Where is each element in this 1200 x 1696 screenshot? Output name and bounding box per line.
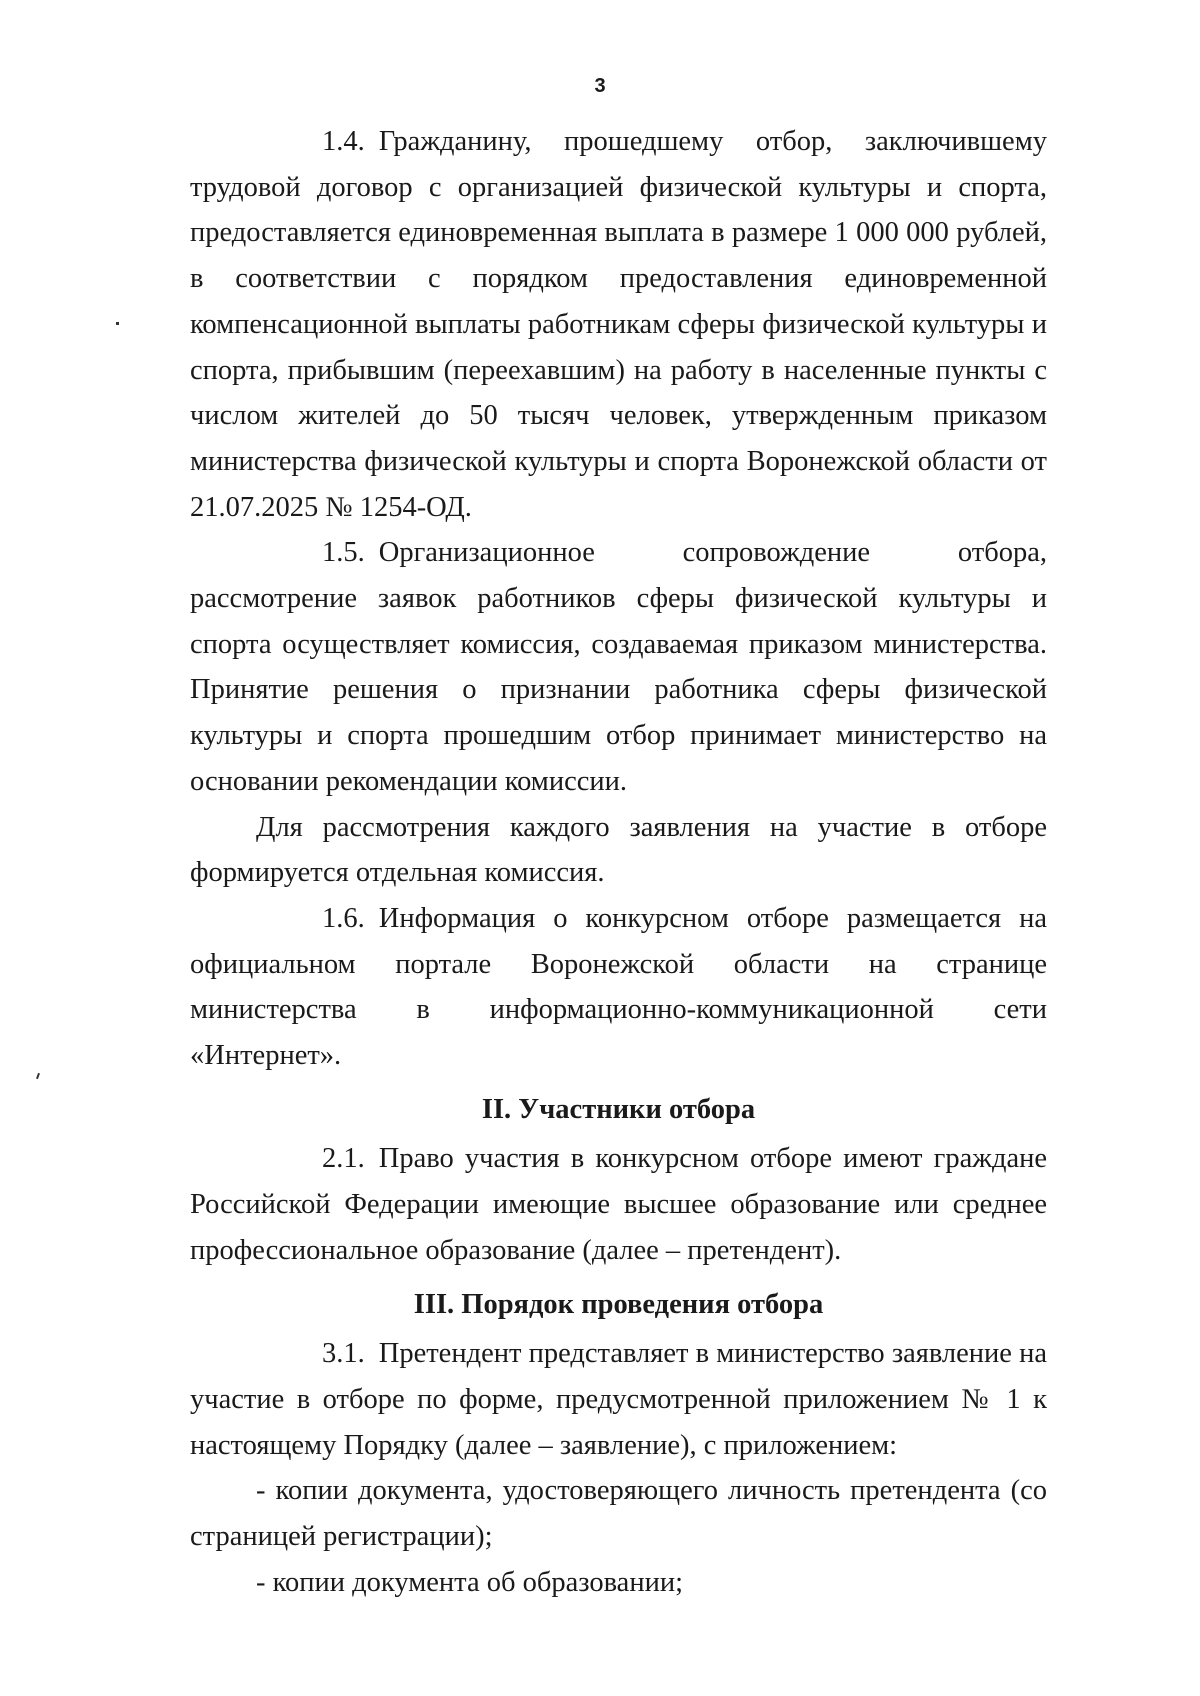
section-3-heading: III. Порядок проведения отбора [413, 1288, 824, 1320]
clause-text: Для рассмотрения каждого заявления на участие в отборе формируется отдельная комиссия. [190, 811, 1047, 889]
clause-text: Право участия в конкурсном отборе имеют граждане Российской Федерации имеющие высшее образование или среднее профессиональное образование (далее – претендент). [190, 1143, 1047, 1266]
clause-number: 1.5. [322, 537, 365, 569]
clause-number: 1.6. [322, 902, 365, 934]
paragraph-1-5 [190, 530, 1047, 804]
document-body [190, 119, 1047, 1606]
clause-number: 3.1. [322, 1338, 365, 1370]
paragraph-1-4 [190, 119, 1047, 530]
page-number: 3 [594, 75, 606, 97]
clause-text: Информация о конкурсном отборе размещается на официальном портале Воронежской области на странице министерства в информационно-коммуникационной сети «Интернет». [190, 902, 1047, 1072]
clause-text: Организационное сопровождение отбора, рассмотрение заявок работников сферы физической культуры и спорта осуществляет комиссия, создаваемая приказом министерства. Принятие решения о признании работника сферы физической культуры и спорта прошедшим отбор принимает министерство на основании рекомендации комиссии. [190, 537, 1047, 797]
paragraph-2-1 [190, 1136, 1047, 1273]
clause-number: 2.1. [322, 1143, 365, 1175]
scan-speck [36, 1073, 40, 1079]
clause-text: - копии документа, удостоверяющего личность претендента (со страницей регистрации); [190, 1475, 1047, 1553]
scan-speck [116, 322, 119, 325]
section-2-heading: II. Участники отбора [481, 1093, 756, 1125]
clause-number: 1.4. [322, 126, 365, 157]
list-item-education-document [190, 1560, 1047, 1606]
clause-text: - копии документа об образовании; [256, 1566, 683, 1598]
paragraph-3-1 [190, 1331, 1047, 1468]
clause-text: Гражданину, прошедшему отбор, заключившему трудовой договор с организацией физической культуры и спорта, предоставляется единовременная выплата в размере 1 000 000 рублей, в соответствии с порядком предоставления единовременной компенсационной выплаты работникам сферы физической культуры и спорта, прибывшим (переехавшим) на работу в населенные пункты с числом жителей до 50 тысяч человек, утвержденным приказом министерства физической культуры и спорта Воронежской области от 21.07.2025 № 1254-ОД. [190, 126, 1047, 523]
paragraph-commission [190, 805, 1047, 896]
list-item-identity-document [190, 1468, 1047, 1559]
paragraph-1-6 [190, 896, 1047, 1079]
clause-text: Претендент представляет в министерство заявление на участие в отборе по форме, предусмотренной приложением № 1 к настоящему Порядку (далее – заявление), с приложением: [190, 1338, 1047, 1461]
